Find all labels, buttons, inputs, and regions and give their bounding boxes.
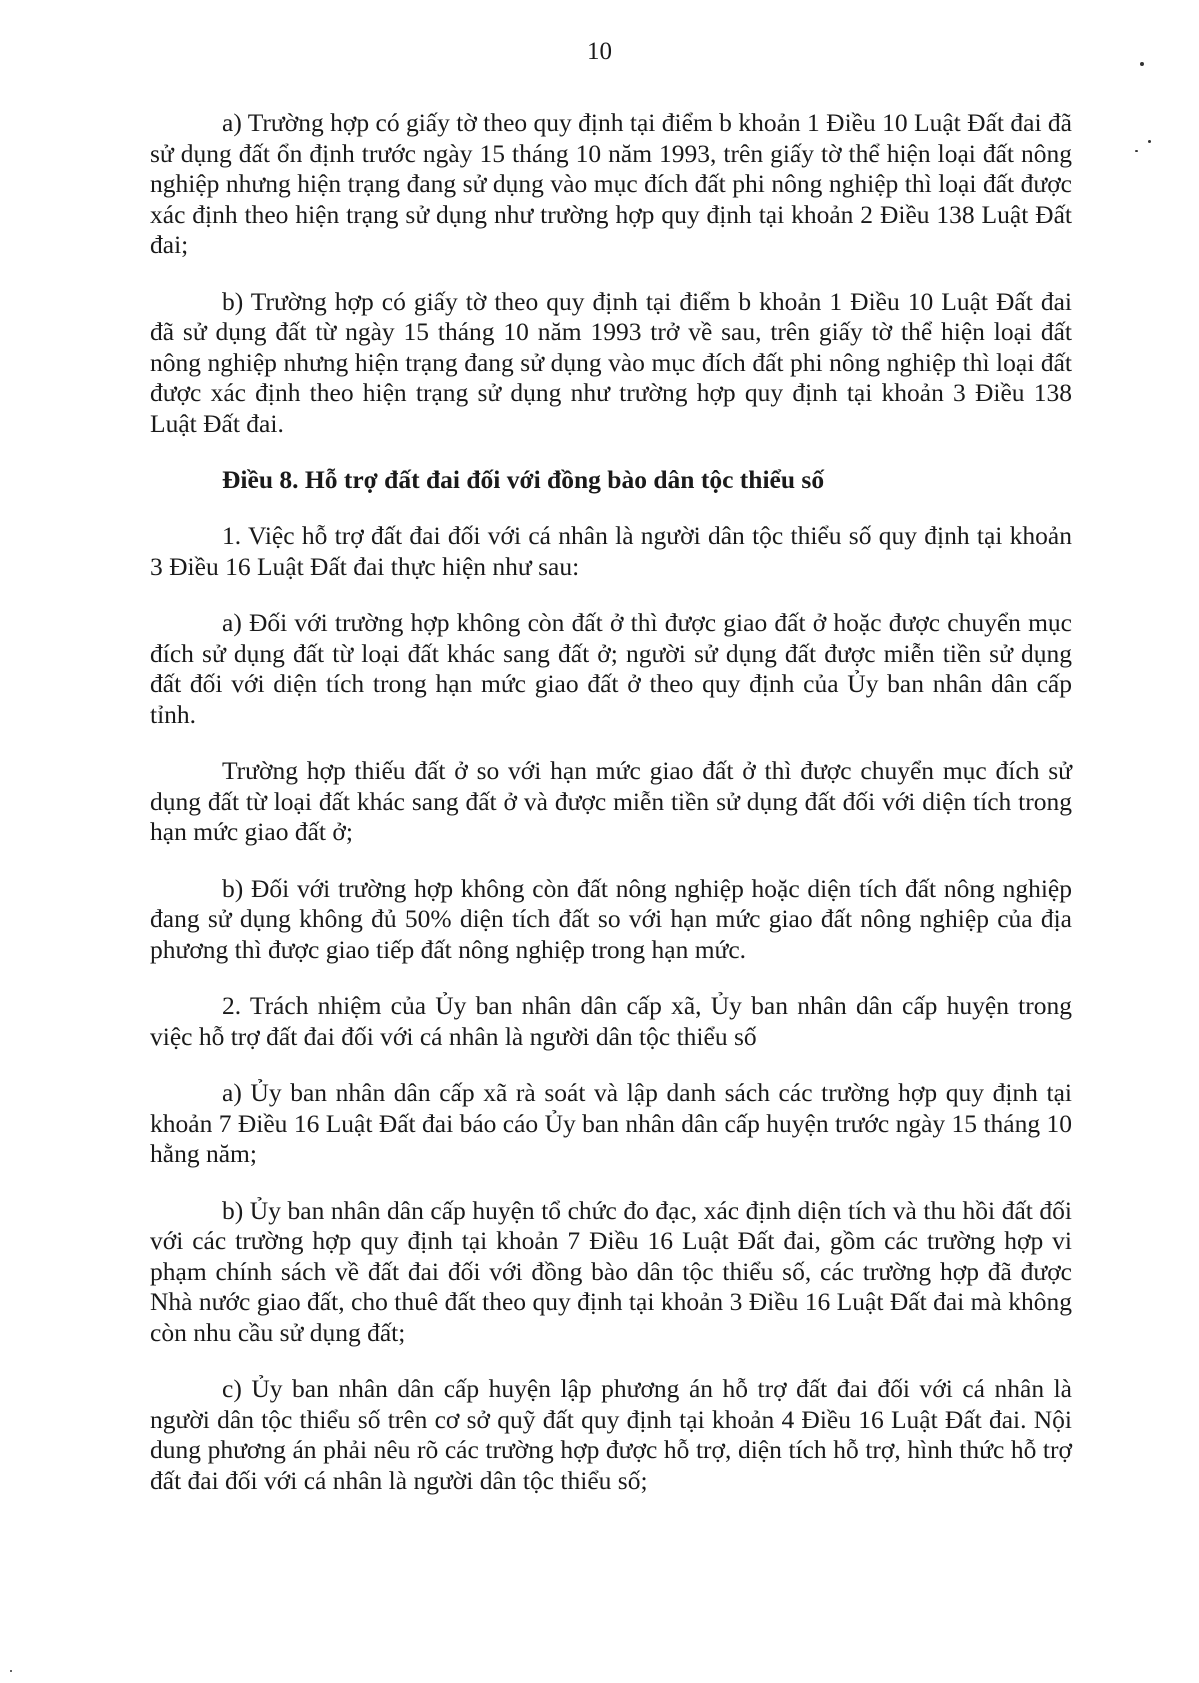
document-body xyxy=(150,108,1072,1522)
paragraph-clause-2: 2. Trách nhiệm của Ủy ban nhân dân cấp xã, Ủy ban nhân dân cấp huyện trong việc hỗ trợ đất đai đối với cá nhân là người dân tộc thiểu số xyxy=(150,991,1072,1051)
paragraph-2b-after-1993: b) Trường hợp có giấy tờ theo quy định tại điểm b khoản 1 Điều 10 Luật Đất đai đã sử dụng đất từ ngày 15 tháng 10 năm 1993 trở về sau, trên giấy tờ thể hiện loại đất nông nghiệp nhưng hiện trạng đang sử dụng vào mục đích đất phi nông nghiệp thì loại đất được xác định theo hiện trạng sử dụng như trường hợp quy định tại khoản 3 Điều 138 Luật Đất đai. xyxy=(150,286,1072,438)
article-8-heading: Điều 8. Hỗ trợ đất đai đối với đồng bào dân tộc thiểu số xyxy=(222,465,825,494)
paragraph-clause-1: 1. Việc hỗ trợ đất đai đối với cá nhân là người dân tộc thiểu số quy định tại khoản 3 Điều 16 Luật Đất đai thực hiện như sau: xyxy=(150,521,1072,581)
page-number: 10 xyxy=(587,38,612,65)
scan-speck xyxy=(10,1670,12,1672)
scan-speck xyxy=(1135,150,1138,152)
paragraph-clause-2a: a) Ủy ban nhân dân cấp xã rà soát và lập danh sách các trường hợp quy định tại khoản 7 Điều 16 Luật Đất đai báo cáo Ủy ban nhân dân cấp huyện trước ngày 15 tháng 10 hằng năm; xyxy=(150,1078,1072,1168)
paragraph-clause-2c: c) Ủy ban nhân dân cấp huyện lập phương án hỗ trợ đất đai đối với cá nhân là người dân tộc thiểu số trên cơ sở quỹ đất quy định tại khoản 4 Điều 16 Luật Đất đai. Nội dung phương án phải nêu rõ các trường hợp được hỗ trợ, diện tích hỗ trợ, hình thức hỗ trợ đất đai đối với cá nhân là người dân tộc thiểu số; xyxy=(150,1374,1072,1495)
paragraph-clause-2b: b) Ủy ban nhân dân cấp huyện tổ chức đo đạc, xác định diện tích và thu hồi đất đối với các trường hợp quy định tại khoản 7 Điều 16 Luật Đất đai, gồm các trường hợp vi phạm chính sách về đất đai đối với đồng bào dân tộc thiểu số, các trường hợp đã được Nhà nước giao đất, cho thuê đất theo quy định tại khoản 3 Điều 16 Luật Đất đai mà không còn nhu cầu sử dụng đất; xyxy=(150,1195,1072,1347)
paragraph-clause-1a-shortage: Trường hợp thiếu đất ở so với hạn mức giao đất ở thì được chuyển mục đích sử dụng đất từ loại đất khác sang đất ở và được miễn tiền sử dụng đất đối với diện tích trong hạn mức giao đất ở; xyxy=(150,756,1072,846)
paragraph-clause-1a: a) Đối với trường hợp không còn đất ở thì được giao đất ở hoặc được chuyển mục đích sử dụng đất từ loại đất khác sang đất ở; người sử dụng đất được miễn tiền sử dụng đất đối với diện tích trong hạn mức giao đất ở theo quy định của Ủy ban nhân dân cấp tỉnh. xyxy=(150,608,1072,729)
scan-speck xyxy=(1148,140,1151,143)
scan-speck xyxy=(1140,62,1144,66)
paragraph-2a-before-1993: a) Trường hợp có giấy tờ theo quy định tại điểm b khoản 1 Điều 10 Luật Đất đai đã sử dụng đất ổn định trước ngày 15 tháng 10 năm 1993, trên giấy tờ thể hiện loại đất nông nghiệp nhưng hiện trạng đang sử dụng vào mục đích đất phi nông nghiệp thì loại đất được xác định theo hiện trạng sử dụng như trường hợp quy định tại khoản 2 Điều 138 Luật Đất đai; xyxy=(150,108,1072,259)
paragraph-clause-1b: b) Đối với trường hợp không còn đất nông nghiệp hoặc diện tích đất nông nghiệp đang sử dụng không đủ 50% diện tích đất so với hạn mức giao đất nông nghiệp của địa phương thì được giao tiếp đất nông nghiệp trong hạn mức. xyxy=(150,873,1072,964)
